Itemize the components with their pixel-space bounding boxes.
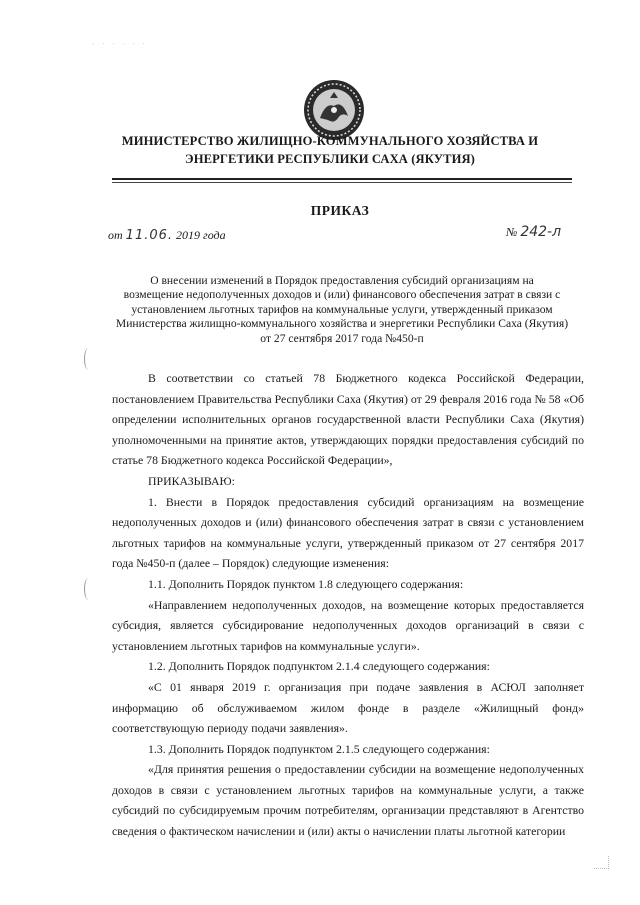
number-prefix: № [506,225,518,239]
body-paragraph-item-1-2: 1.2. Дополнить Порядок подпунктом 2.1.4 следующего содержания: [148,659,490,674]
header-rule-thin [112,182,572,183]
date-handwritten: 11.06. [125,228,174,243]
scan-specks: · · · · · · [92,40,148,48]
body-paragraph-quote-1-8: «Направлением недополученных доходов, на возмещение которых предоставляется субсидия, является субсидирование недополученных доходов организаций в связи с установлением льготных тарифов на коммунальные услуги». [112,597,584,653]
punch-hole-mark [84,348,93,370]
date-suffix: 2019 года [176,228,226,242]
subject-line: О внесении изменений в Порядок предоставления субсидий организациям на [150,274,534,287]
subject-line: Министерства жилищно-коммунального хозяйства и энергетики Республики Саха (Якутия) [115,317,569,331]
body-paragraph-item-1-1: 1.1. Дополнить Порядок пунктом 1.8 следующего содержания: [148,576,464,591]
body-paragraph-item-1-3: 1.3. Дополнить Порядок подпунктом 2.1.5 следующего содержания: [148,741,490,756]
order-body [112,368,584,842]
body-paragraph-preamble: В соответствии со статьей 78 Бюджетного кодекса Российской Федерации, постановлением Правительства Республики Саха (Якутия) от 29 февраля 2016 года № 58 «Об определении исполнительных органов государственной власти Республики Саха (Якутия) уполномоченными на принятие актов, утверждающих порядки предоставления субсидий по статье 78 Бюджетного кодекса Российской Федерации», [112,371,584,468]
order-number [506,224,561,240]
order-subject [112,274,572,346]
body-paragraph-quote-2-1-4: «С 01 января 2019 г. организация при подаче заявления в АСЮЛ заполняет информацию об обслуживаемом жилом фонде в разделе «Жилищный фонд» соответствующую периоду подачи заявления». [112,679,584,736]
subject-line: возмещение недополученных доходов и (или) финансового обеспечения затрат в связи с [123,288,561,302]
subject-line: от 27 сентября 2017 года №450-п [260,331,424,345]
body-paragraph-item-1: 1. Внести в Порядок предоставления субсидий организациям на возмещение недополученных доходов и (или) финансового обеспечения затрат в связи с установлением льготных тарифов на коммунальные услуги, утвержденный приказом от 27 сентября 2017 года №450-п (далее – Порядок) следующие изменения: [112,494,584,571]
ministry-name-line1: МИНИСТЕРСТВО ЖИЛИЩНО-КОММУНАЛЬНОГО ХОЗЯЙСТВА И [121,134,539,148]
ministry-name [90,132,570,168]
punch-hole-mark [84,578,93,600]
ministry-name-line2: ЭНЕРГЕТИКИ РЕСПУБЛИКИ САХА (ЯКУТИЯ) [185,152,475,166]
scan-corner-mark [594,856,609,869]
subject-line: установлением льготных тарифов на коммунальные услуги, утвержденный приказом [131,302,553,316]
order-date [108,228,226,243]
header-rule-thick [112,178,572,180]
date-prefix: от [108,228,123,242]
body-paragraph-quote-2-1-5: «Для принятия решения о предоставлении субсидии на возмещение недополученных доходов в связи с установлением льготных тарифов на коммунальные услуги, а также субсидий по субсидируемым прочим потребителям, организации представляют в Агентство сведения о фактическом начислении и (или) акты о начислении платы льготной категории [112,762,584,839]
body-paragraph-order: ПРИКАЗЫВАЮ: [148,473,235,488]
order-title: ПРИКАЗ [310,203,370,218]
number-handwritten: 242-л [520,224,562,240]
